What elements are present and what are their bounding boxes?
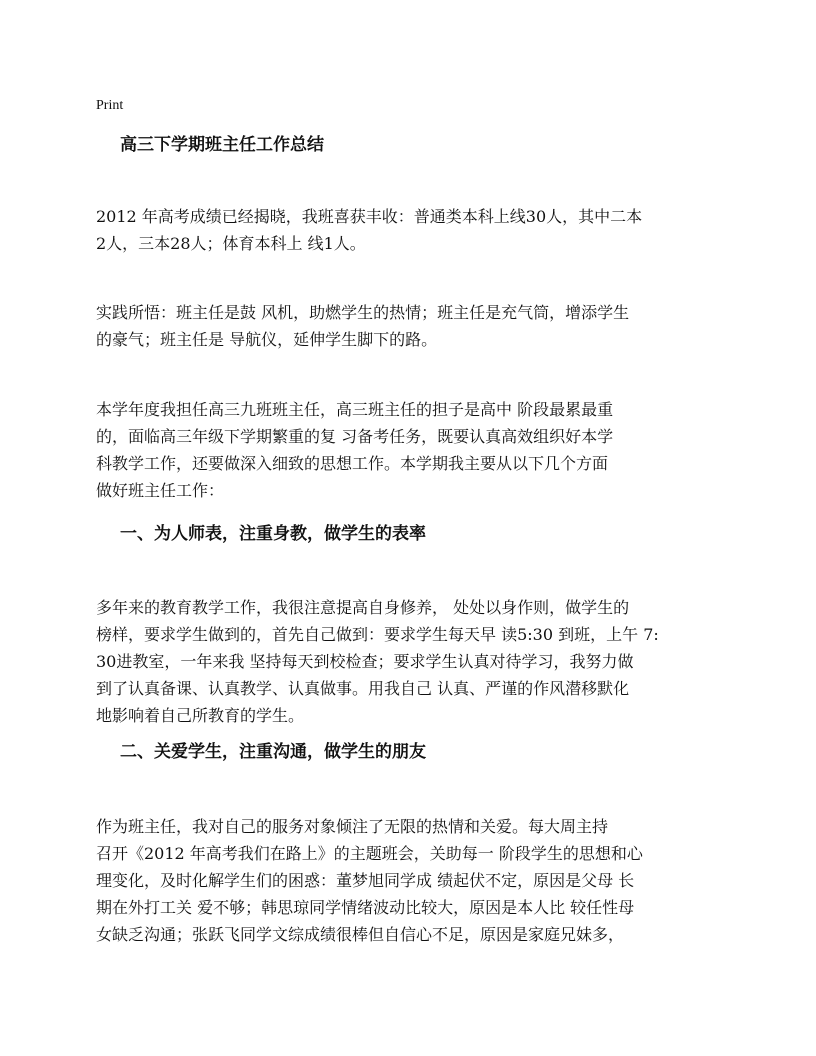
paragraph-care <box>96 813 716 948</box>
paragraph-line: 榜样，要求学生做到的，首先自己做到：要求学生每天早 读5:30 到班，上午 7: <box>96 625 659 644</box>
paragraph-line: 2人，三本28人；体育本科上 线1人。 <box>96 234 366 253</box>
paragraph-line: 的豪气；班主任是 导航仪，延伸学生脚下的路。 <box>96 330 438 349</box>
paragraph-line: 做好班主任工作： <box>96 481 225 500</box>
paragraph-line: 多年来的教育教学工作，我很注意提高自身修养， 处处以身作则，做学生的 <box>96 598 630 617</box>
paragraph-line: 本学年度我担任高三九班班主任，高三班主任的担子是高中 阶段最累最重 <box>96 400 614 419</box>
paragraph-line: 实践所悟：班主任是鼓 风机，助燃学生的热情；班主任是充气筒，增添学生 <box>96 303 630 322</box>
section-heading-2: 二、关爱学生，注重沟通，做学生的朋友 <box>120 742 426 762</box>
print-label: Print <box>96 98 124 113</box>
paragraph-line: 2012 年高考成绩已经揭晓，我班喜获丰收：普通类本科上线30人，其中二本 <box>96 207 643 226</box>
paragraph-line: 30进教室，一年来我 坚持每天到校检查；要求学生认真对待学习，我努力做 <box>96 652 634 671</box>
paragraph-line: 期在外打工关 爱不够；韩思琼同学情绪波动比较大，原因是本人比 较任性母 <box>96 898 635 917</box>
paragraph-line: 到了认真备课、认真教学、认真做事。用我自己 认真、严谨的作风潜移默化 <box>96 679 630 698</box>
paragraph-line: 作为班主任，我对自己的服务对象倾注了无限的热情和关爱。每大周主持 <box>96 817 609 836</box>
section-heading-1: 一、为人师表，注重身教，做学生的表率 <box>120 524 426 544</box>
paragraph-line: 女缺乏沟通；张跃飞同学文综成绩很棒但自信心不足，原因是家庭兄妹多， <box>96 925 625 944</box>
paragraph-line: 地影响着自己所教育的学生。 <box>96 706 305 725</box>
paragraph-results <box>96 203 716 257</box>
paragraph-line: 理变化，及时化解学生们的困惑：董梦旭同学成 绩起伏不定，原因是父母 长 <box>96 871 635 890</box>
paragraph-role-model <box>96 594 716 729</box>
paragraph-insights <box>96 299 716 353</box>
paragraph-line: 召开《2012 年高考我们在路上》的主题班会，关助每一 阶段学生的思想和心 <box>96 844 643 863</box>
document-title: 高三下学期班主任工作总结 <box>120 135 324 155</box>
paragraph-line: 科教学工作，还要做深入细致的思想工作。本学期我主要从以下几个方面 <box>96 454 609 473</box>
paragraph-line: 的，面临高三年级下学期繁重的复 习备考任务，既要认真高效组织好本学 <box>96 427 614 446</box>
paragraph-intro <box>96 396 716 504</box>
